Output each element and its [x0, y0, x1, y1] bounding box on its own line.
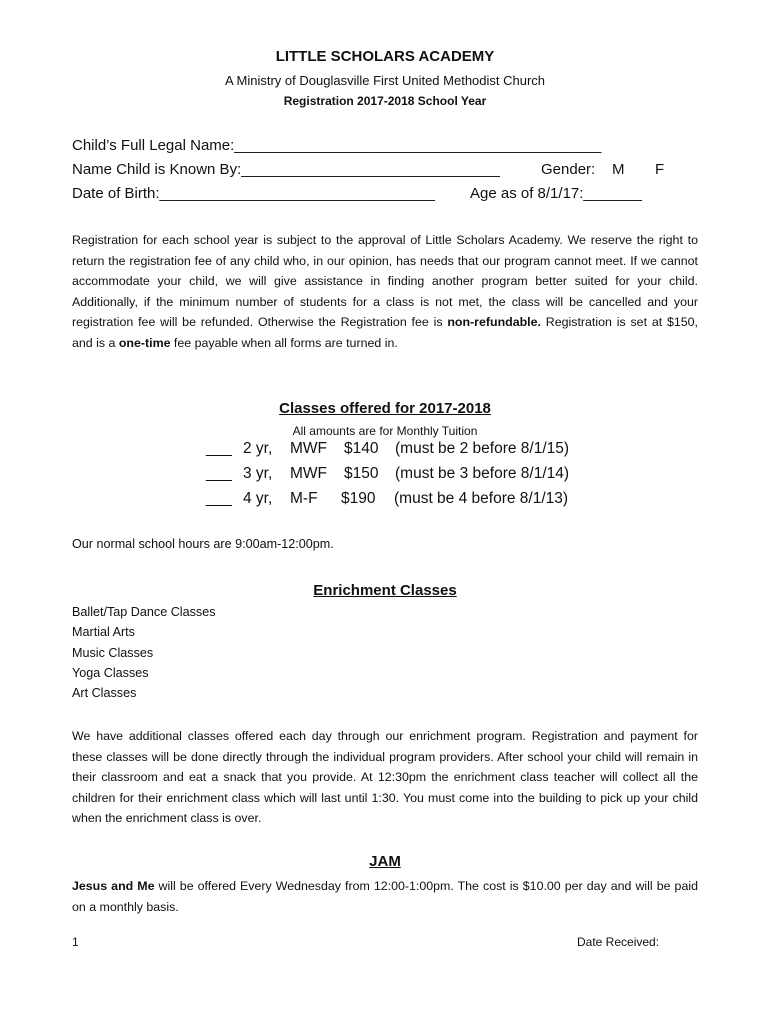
enrichment-heading: Enrichment Classes: [313, 582, 457, 599]
intro-bold-nonrefundable: non-refundable.: [447, 315, 541, 329]
intro-bold-onetime: one-time: [118, 335, 171, 350]
enrichment-item: Martial Arts: [72, 625, 135, 639]
enrichment-item: Ballet/Tap Dance Classes: [72, 605, 216, 619]
school-hours: Our normal school hours are 9:00am-12:00pm.: [72, 537, 334, 551]
class-requirement: (must be 3 before 8/1/14): [395, 465, 570, 482]
tuition-note: All amounts are for Monthly Tuition: [292, 424, 478, 438]
class-days: M-F: [290, 490, 318, 507]
jam-paragraph: [72, 876, 698, 917]
enrichment-item: Yoga Classes: [72, 666, 149, 680]
intro-paragraph: [72, 230, 698, 353]
enrichment-paragraph: We have additional classes offered each day through our enrichment program. Registration and payment for these classes will be done directly through the individual program providers. After school your child will remain in their classroom and eat a snack that you provide. At 12:30pm the enrichment class teacher will collect all the children for their enrichment class which will last until 1:30. You must come into the building to pick up your child when the enrichment class is over.: [72, 729, 698, 825]
enrichment-item: Art Classes: [72, 686, 137, 700]
class-checkbox-blank[interactable]: ___: [206, 465, 232, 482]
class-requirement: (must be 4 before 8/1/13): [394, 490, 569, 507]
jam-bold-title: Jesus and Me: [72, 879, 155, 893]
school-title: LITTLE SCHOLARS ACADEMY: [275, 48, 495, 65]
page-number: 1: [72, 935, 79, 949]
class-age: 4 yr,: [243, 490, 273, 507]
registration-year: Registration 2017-2018 School Year: [283, 94, 487, 108]
jam-text: will be offered Every Wednesday from 12:00-1:00pm. The cost is $10.00 per day and will be paid on a monthly basis.: [72, 879, 698, 914]
intro-text-2: Registration is set at $150, and is a: [72, 315, 698, 350]
classes-heading: Classes offered for 2017-2018: [279, 400, 491, 417]
class-requirement: (must be 2 before 8/1/15): [395, 440, 570, 457]
gender-label: Gender:: [541, 161, 596, 178]
class-checkbox-blank[interactable]: ___: [206, 440, 232, 457]
gender-m-option[interactable]: M: [612, 161, 625, 178]
class-price: $190: [341, 490, 376, 507]
class-age: 3 yr,: [243, 465, 273, 482]
gender-f-option[interactable]: F: [655, 161, 665, 178]
class-price: $150: [344, 465, 379, 482]
intro-text-1: Registration for each school year is subject to the approval of Little Scholars Academy. We reserve the right to return the registration fee of any child who, in our opinion, has needs that our program cannot meet. If we cannot accommodate your child, we will give assistance in finding another program better suited for your child. Additionally, if the minimum number of students for a class is not met, the class will be cancelled and your registration fee will be refunded. Otherwise the Registration fee is: [72, 233, 698, 329]
dob-field[interactable]: Date of Birth:_________________________________: [72, 185, 435, 202]
date-received-label: Date Received:: [577, 935, 660, 949]
intro-text-3: fee payable when all forms are turned in.: [170, 335, 398, 350]
class-checkbox-blank[interactable]: ___: [206, 490, 232, 507]
full-name-field[interactable]: Child’s Full Legal Name:____________________________________________: [72, 137, 602, 154]
age-field[interactable]: Age as of 8/1/17:_______: [470, 185, 642, 202]
ministry-subtitle: A Ministry of Douglasville First United Methodist Church: [224, 73, 546, 88]
class-days: MWF: [290, 440, 328, 457]
class-age: 2 yr,: [243, 440, 273, 457]
jam-heading: JAM: [369, 853, 401, 870]
class-days: MWF: [290, 465, 328, 482]
known-by-field[interactable]: Name Child is Known By:_______________________________: [72, 161, 500, 178]
class-price: $140: [344, 440, 379, 457]
enrichment-item: Music Classes: [72, 646, 154, 660]
